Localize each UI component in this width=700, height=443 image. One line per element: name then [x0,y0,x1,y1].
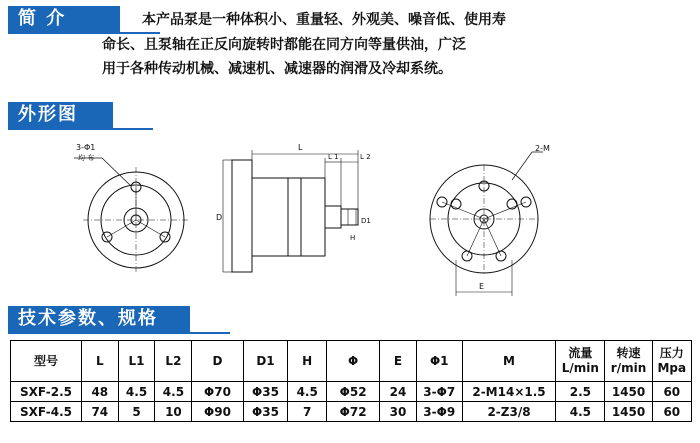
cell: 4.5 [288,382,327,402]
cell: Φ72 [327,402,380,422]
col-M: M [462,341,556,382]
side-view [223,150,358,272]
cell: Φ70 [192,382,243,402]
cell: 60 [652,402,691,422]
col-L: L [82,341,119,382]
label-D1: D1 [361,217,371,225]
label-D: D [216,213,223,222]
cell: 4.5 [556,402,605,422]
cell: 1450 [605,382,652,402]
cell: 7 [288,402,327,422]
cell: 4.5 [155,382,192,402]
outline-drawing [0,130,700,305]
label-L2: L 2 [360,153,371,161]
cell: 3-Φ9 [416,402,462,422]
outline-heading: 外形图 [8,102,113,128]
table-row [11,402,692,422]
label-holes: 3-Φ1 [76,143,96,152]
front-view-left [74,158,189,273]
label-M: 2-M [535,144,550,153]
col-flow: 流量 L/min [556,341,605,382]
specs-table [10,340,692,422]
cell: 30 [380,402,417,422]
intro-line-3: 用于各种传动机械、减速机、减速器的润滑及冷却系统。 [102,61,452,77]
table-header-row [11,341,692,382]
cell: 2.5 [556,382,605,402]
col-phi: Φ [327,341,380,382]
label-H: H [350,234,356,242]
col-pressure: 压力 Mpa [652,341,691,382]
intro-text [102,8,694,82]
col-L1: L1 [118,341,155,382]
cell: SXF-2.5 [11,382,82,402]
col-D: D [192,341,243,382]
cell: 1450 [605,402,652,422]
cell: 24 [380,382,417,402]
cell: Φ52 [327,382,380,402]
cell: 5 [118,402,155,422]
cell: 60 [652,382,691,402]
col-E: E [380,341,417,382]
col-phi1: Φ1 [416,341,462,382]
cell: 74 [82,402,119,422]
col-model: 型号 [11,341,82,382]
cell: SXF-4.5 [11,402,82,422]
label-L1: L 1 [328,153,339,161]
intro-heading: 简 介 [8,6,120,32]
cell: 3-Φ7 [416,382,462,402]
cell: 4.5 [118,382,155,402]
table-row [11,382,692,402]
cell: 48 [82,382,119,402]
col-L2: L2 [155,341,192,382]
col-H: H [288,341,327,382]
label-holes-note: 均 布 [78,154,95,162]
label-L: L [298,143,303,152]
cell: 2-Z3/8 [462,402,556,422]
front-view-right [430,152,543,296]
intro-line-2: 命长、且泵轴在正反向旋转时都能在同方向等量供油，广泛 [102,36,466,53]
specs-heading: 技术参数、规格 [8,306,190,332]
col-D1: D1 [243,341,288,382]
cell: Φ35 [243,402,288,422]
cell: 2-M14×1.5 [462,382,556,402]
cell: 10 [155,402,192,422]
intro-line-1: 本产品泵是一种体积小、重量轻、外观美、噪音低、使用寿 [142,12,506,28]
label-E: E [479,282,485,291]
cell: Φ90 [192,402,243,422]
cell: Φ35 [243,382,288,402]
col-speed: 转速 r/min [605,341,652,382]
